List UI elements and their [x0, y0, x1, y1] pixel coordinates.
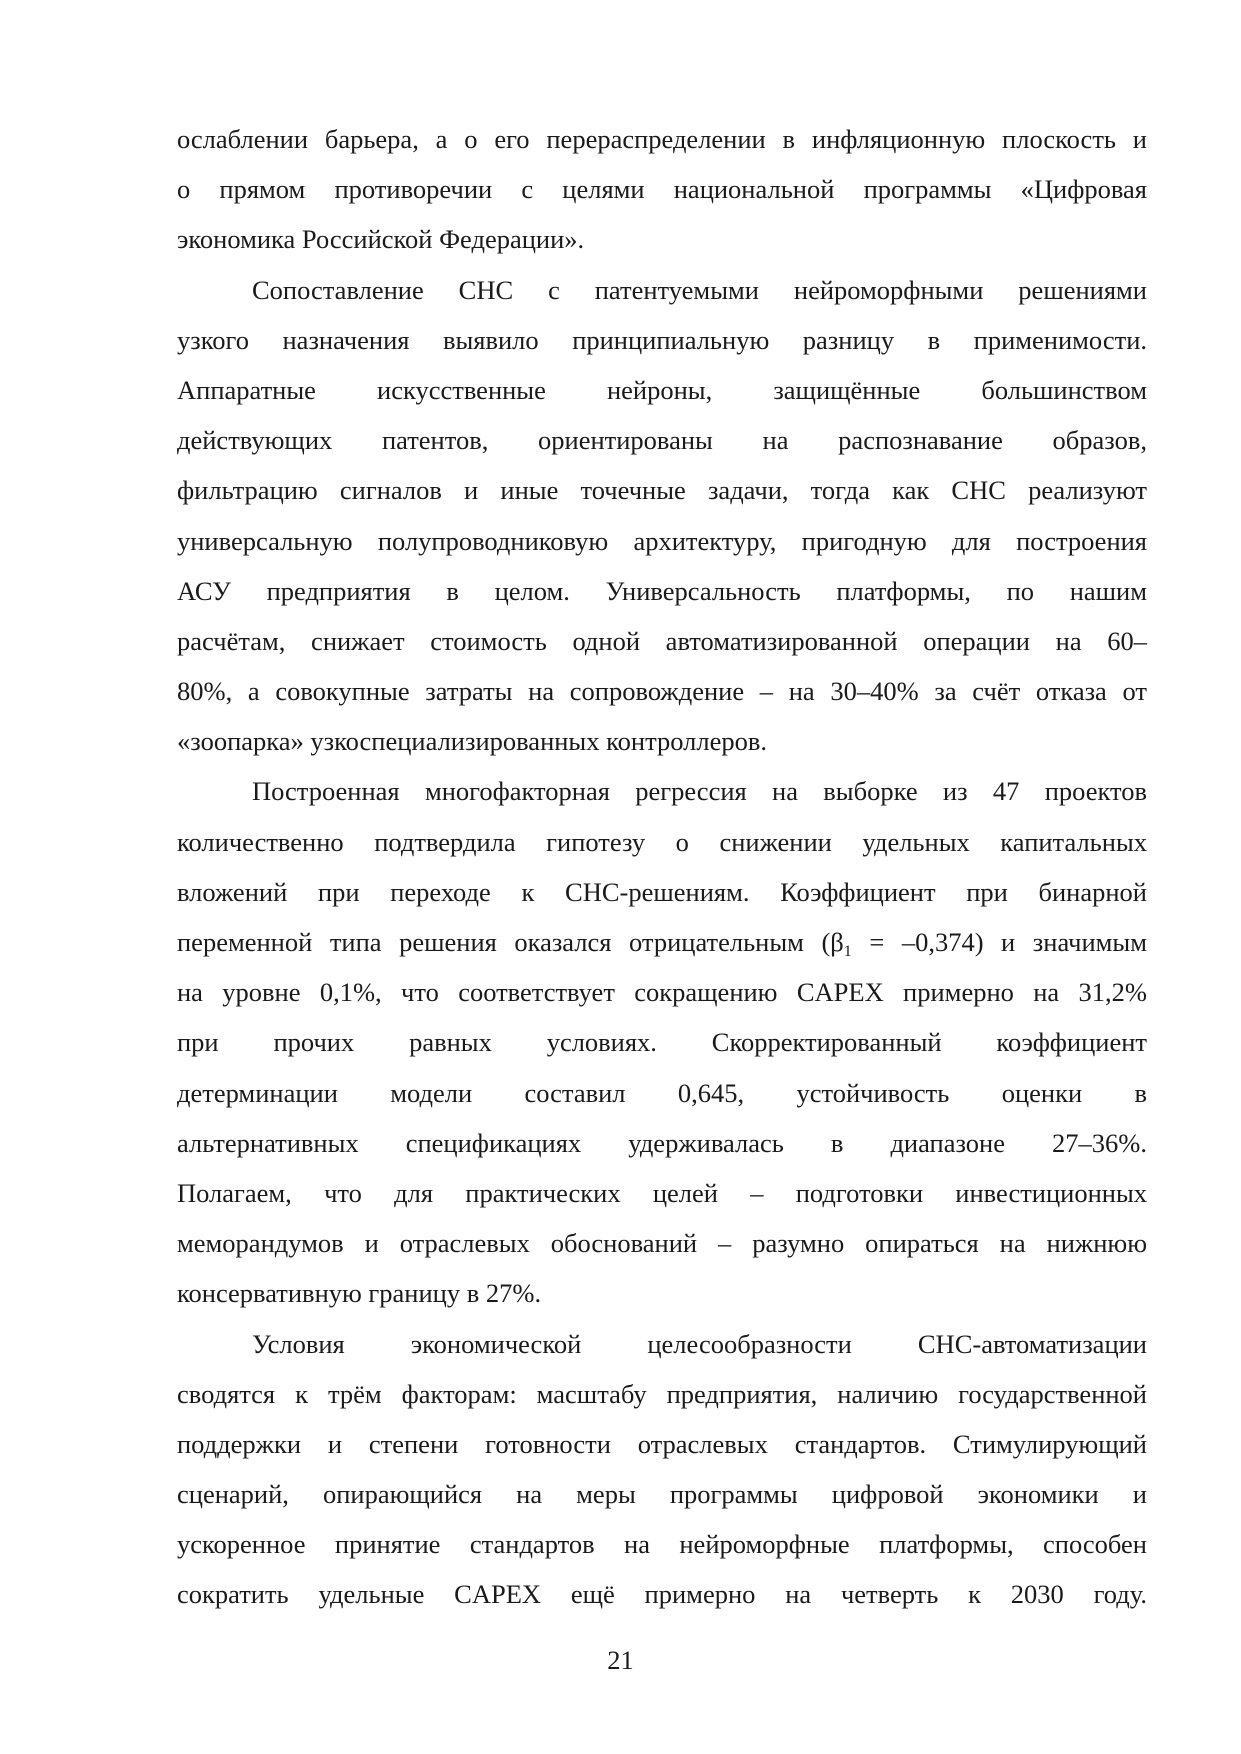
- text-line: действующих патентов, ориентированы на распознавание образов,: [177, 425, 1147, 456]
- text-line: о прямом противоречии с целями национальной программы «Цифровая: [177, 174, 1147, 205]
- text-line: расчётам, снижает стоимость одной автоматизированной операции на 60–: [177, 625, 1147, 656]
- text-line-with-subscript: [177, 917, 1147, 967]
- text-segment: = –0,374) и значимым: [851, 927, 1147, 957]
- text-line: ускоренное принятие стандартов на нейроморфные платформы, способен: [177, 1529, 1147, 1560]
- text-segment: переменной типа решения оказался отрицательным (β: [177, 927, 844, 957]
- text-line: Аппаратные искусственные нейроны, защищённые большинством: [177, 374, 1147, 405]
- text-line: ослаблении барьера, а о его перераспределении в инфляционную плоскость и: [177, 124, 1147, 154]
- text-line: «зоопарка» узкоспециализированных контроллеров.: [177, 726, 767, 757]
- text-line: сценарий, опирающийся на меры программы цифровой экономики и: [177, 1479, 1147, 1510]
- document-body: [177, 114, 1147, 1620]
- text-line: сократить удельные CAPEX ещё примерно на четверть к 2030 году.: [177, 1579, 1147, 1610]
- text-line: меморандумов и отраслевых обоснований – разумно опираться на нижнюю: [177, 1228, 1147, 1259]
- paragraph-first-line: Построенная многофакторная регрессия на выборке из 47 проектов: [252, 776, 1147, 807]
- text-line: сводятся к трём факторам: масштабу предприятия, наличию государственной: [177, 1378, 1147, 1409]
- text-line: альтернативных спецификациях удерживалась в диапазоне 27–36%.: [177, 1127, 1147, 1158]
- text-line: универсальную полупроводниковую архитектуру, пригодную для построения: [177, 525, 1147, 556]
- text-line: экономика Российской Федерации».: [177, 224, 585, 255]
- text-line: количественно подтвердила гипотезу о снижении удельных капитальных: [177, 826, 1147, 857]
- text-line: узкого назначения выявило принципиальную разницу в применимости.: [177, 324, 1147, 355]
- text-line: Полагаем, что для практических целей – подготовки инвестиционных: [177, 1177, 1147, 1208]
- beta-subscript: 1: [843, 943, 852, 960]
- text-line: фильтрацию сигналов и иные точечные задачи, тогда как СНС реализуют: [177, 475, 1147, 506]
- text-line: АСУ предприятия в целом. Универсальность платформы, по нашим: [177, 575, 1147, 606]
- text-line: вложений при переходе к СНС-решениям. Коэффициент при бинарной: [177, 876, 1147, 907]
- paragraph-first-line: Сопоставление СНС с патентуемыми нейроморфными решениями: [252, 274, 1147, 305]
- text-line: на уровне 0,1%, что соответствует сокращению CAPEX примерно на 31,2%: [177, 977, 1147, 1008]
- text-line: 80%, а совокупные затраты на сопровождение – на 30–40% за счёт отказа от: [177, 676, 1147, 707]
- text-line: консервативную границу в 27%.: [177, 1278, 542, 1309]
- text-line: детерминации модели составил 0,645, устойчивость оценки в: [177, 1077, 1147, 1108]
- paragraph-first-line: Условия экономической целесообразности СНС-автоматизации: [252, 1328, 1147, 1359]
- page-number: 21: [607, 1645, 634, 1675]
- text-line: поддержки и степени готовности отраслевых стандартов. Стимулирующий: [177, 1428, 1147, 1459]
- text-line: при прочих равных условиях. Скорректированный коэффициент: [177, 1027, 1147, 1058]
